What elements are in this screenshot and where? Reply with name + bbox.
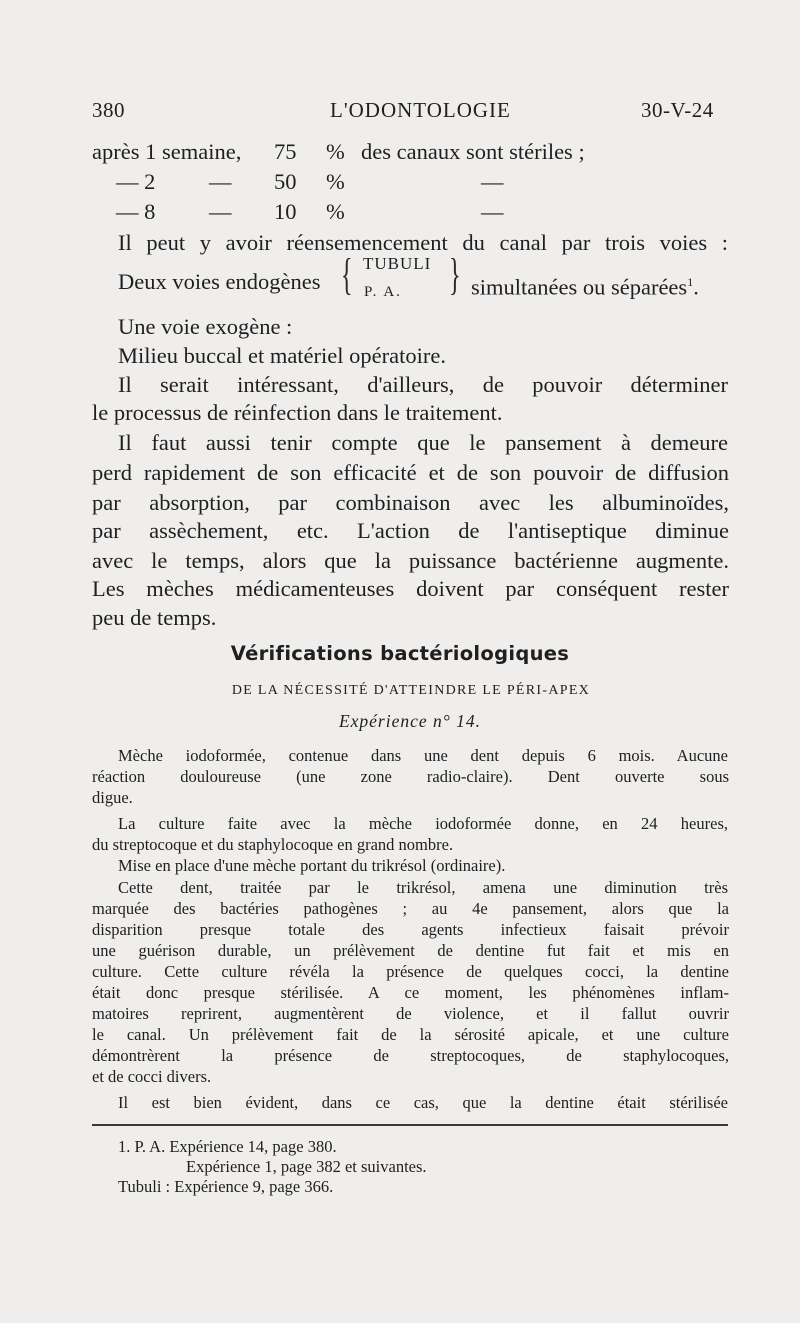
small-line: disparition presque totale des agents infectieux faisait prévoir (92, 920, 729, 939)
footnote-mark: 1 (687, 275, 694, 289)
voies-tubuli: TUBULI (363, 254, 432, 273)
small-line: Cette dent, traitée par le trikrésol, amena une diminution très (118, 878, 728, 897)
small-line: et de cocci divers. (92, 1067, 212, 1086)
footnote-3: Tubuli : Expérience 9, page 366. (118, 1177, 334, 1196)
issue-date: 30-V-24 (641, 98, 714, 122)
small-line: Mèche iodoformée, contenue dans une dent depuis 6 mois. Aucune (118, 746, 728, 765)
small-line: réaction douloureuse (une zone radio-claire). Dent ouverte sous (92, 767, 729, 786)
running-title: L'ODONTOLOGIE (330, 98, 511, 122)
small-line: démontrèrent la présence de streptocoques, de staphylocoques, (92, 1046, 729, 1065)
stats-row-2-value: 50 (274, 169, 297, 194)
small-line: Mise en place d'une mèche portant du trikrésol (ordinaire). (118, 856, 506, 875)
stats-row-1-value: 75 (274, 139, 297, 164)
body-line: par absorption, par combinaison avec les albuminoïdes, (92, 490, 729, 515)
small-line: du streptocoque et du staphylocoque en grand nombre. (92, 835, 454, 854)
body-line: Il serait intéressant, d'ailleurs, de pouvoir déterminer (118, 372, 728, 397)
stats-row-2-dash: — (209, 169, 232, 194)
small-line: La culture faite avec la mèche iodoformée donne, en 24 heures, (118, 814, 728, 833)
stats-row-2-percent: % (326, 169, 345, 194)
footnote-rule (92, 1124, 728, 1126)
stats-row-1-percent: % (326, 139, 345, 164)
voies-endogenes-label: Deux voies endogènes (118, 269, 321, 294)
stats-row-2-ditto: — (481, 169, 504, 194)
small-line: marquée des bactéries pathogènes ; au 4e pansement, alors que la (92, 899, 729, 918)
stats-row-3-dash: — (209, 199, 232, 224)
stats-row-3-label: — 8 (116, 199, 156, 224)
body-line: perd rapidement de son efficacité et de son pouvoir de diffusion (92, 460, 729, 485)
body-line: Il faut aussi tenir compte que le pansement à demeure (118, 430, 728, 455)
right-brace: } (449, 250, 461, 299)
page-number: 380 (92, 98, 125, 122)
stats-row-1-text: des canaux sont stériles ; (361, 139, 585, 164)
body-line: Les mèches médicamenteuses doivent par conséquent rester (92, 576, 729, 601)
small-line: le canal. Un prélèvement fait de la sérosité apicale, et une culture (92, 1025, 729, 1044)
small-line: digue. (92, 788, 133, 807)
body-line: par assèchement, etc. L'action de l'antiseptique diminue (92, 518, 729, 543)
voies-pa: P. A. (364, 284, 402, 300)
small-line: une guérison durable, un prélèvement de dentine fut fait et mis en (92, 941, 729, 960)
body-line: avec le temps, alors que la puissance bactérienne augmente. (92, 548, 729, 573)
stats-row-1-label: après 1 semaine, (92, 139, 242, 164)
stats-row-3-percent: % (326, 199, 345, 224)
paragraph-voies: Il peut y avoir réensemencement du canal par trois voies : (118, 230, 728, 255)
left-brace: { (341, 250, 353, 299)
experience-heading: Expérience n° 14. (338, 711, 482, 731)
voie-exogene: Une voie exogène : (118, 314, 293, 339)
voies-simultanees: simultanées ou séparées$^1$. (471, 274, 699, 300)
footnote-2: Expérience 1, page 382 et suivantes. (186, 1157, 427, 1176)
stats-row-3-ditto: — (481, 199, 504, 224)
small-line: était donc presque stérilisée. A ce moment, les phénomènes inflam- (92, 983, 729, 1002)
footnote-1: 1. P. A. Expérience 14, page 380. (118, 1137, 337, 1156)
small-line: matoires reprirent, augmentèrent de violence, et il fallut ouvrir (92, 1004, 729, 1023)
stats-row-2-label: — 2 (116, 169, 156, 194)
small-line: culture. Cette culture révéla la présence de quelques cocci, la dentine (92, 962, 729, 981)
stats-row-3-value: 10 (274, 199, 297, 224)
body-line: le processus de réinfection dans le traitement. (92, 400, 503, 425)
milieu-buccal: Milieu buccal et matériel opératoire. (118, 343, 446, 368)
section-subtitle: DE LA NÉCESSITÉ D'ATTEINDRE LE PÉRI-APEX (231, 683, 591, 698)
section-title: Vérifications bactériologiques (230, 642, 570, 665)
small-line: Il est bien évident, dans ce cas, que la dentine était stérilisée (118, 1093, 728, 1112)
body-line: peu de temps. (92, 605, 217, 630)
